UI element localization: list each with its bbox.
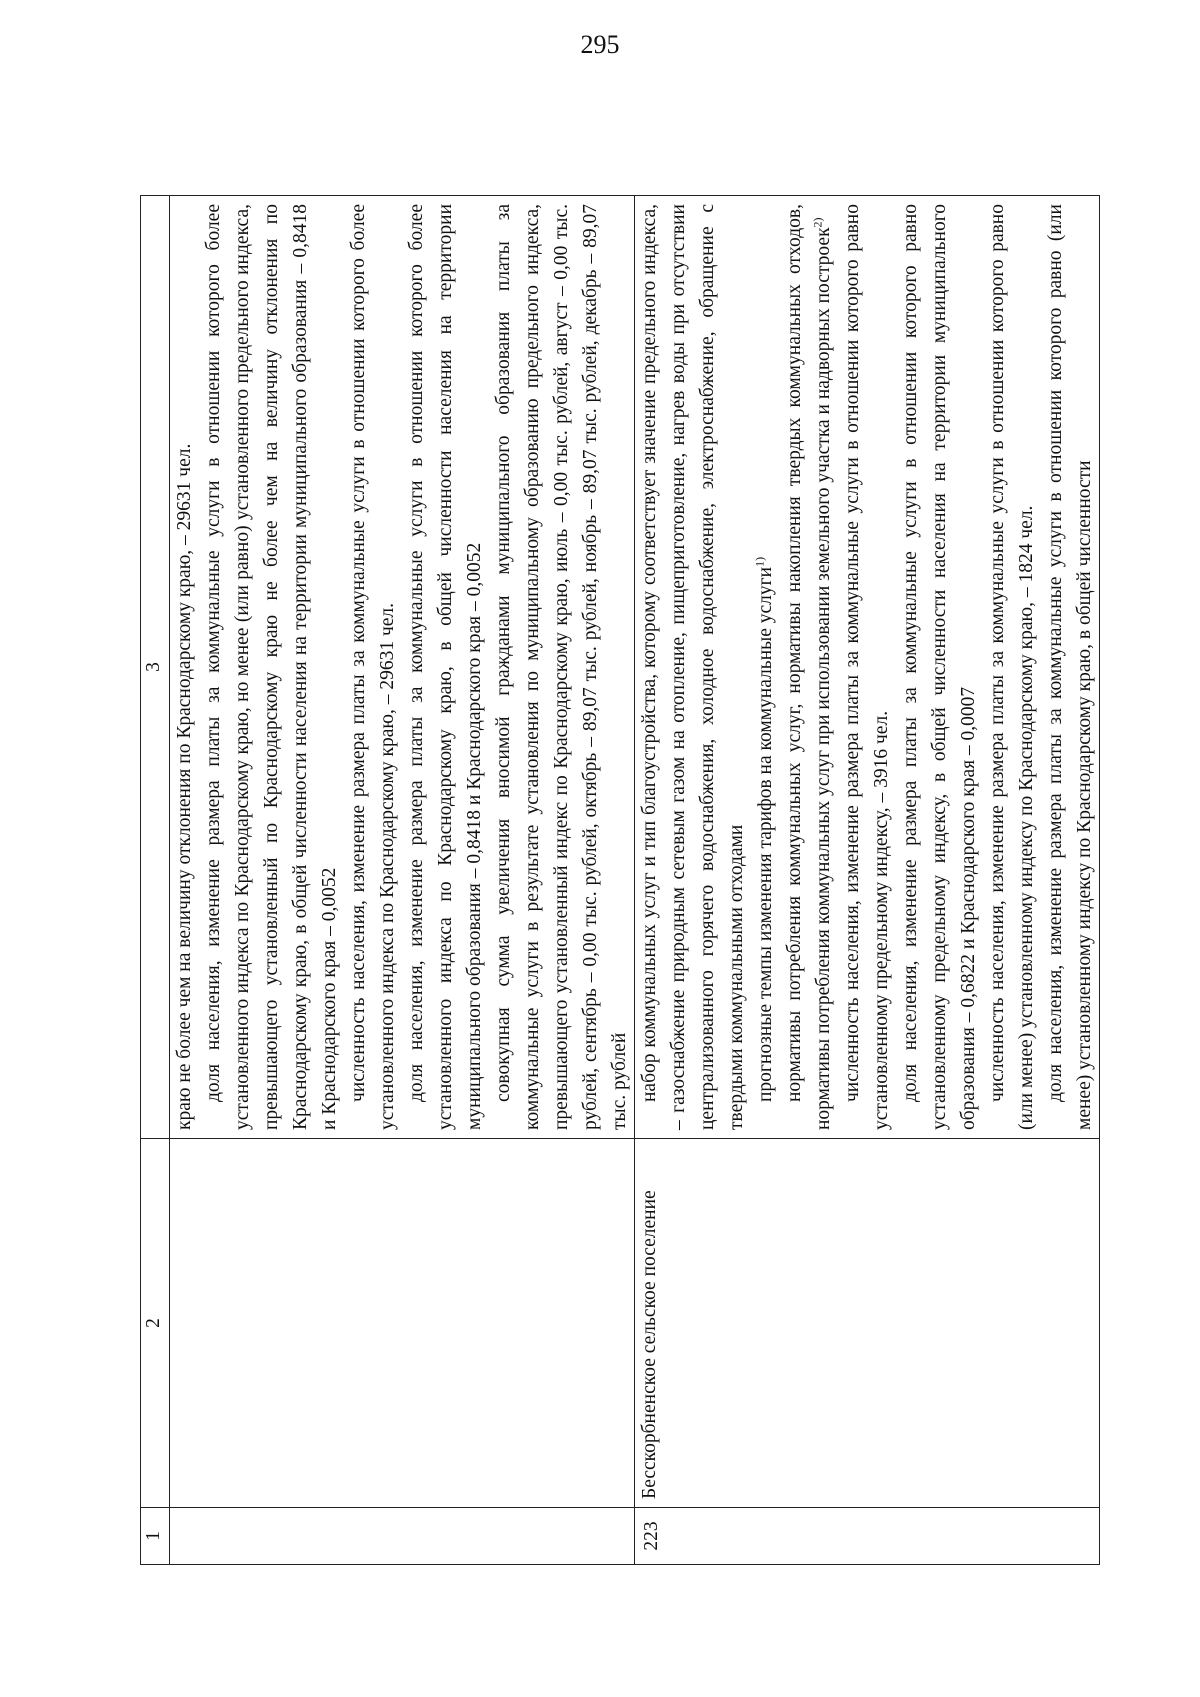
paragraph: доля населения, изменение размера платы за коммунальные услуги в отношении которого равно (или менее) установленному индексу по Краснодарскому краю, в общей численности: [1045, 204, 1095, 1130]
header-col-1: 1: [141, 1508, 170, 1565]
row-description: [170, 196, 635, 1139]
header-col-2: 2: [141, 1139, 170, 1508]
paragraph: численность населения, изменение размера платы за коммунальные услуги в отношении которого более установленного индекса по Краснодарскому краю, – 29631 чел.: [348, 204, 398, 1130]
paragraph-text: прогнозные темпы изменения тарифов на коммунальные услуги: [755, 566, 776, 1102]
table-row: [635, 196, 1100, 1565]
paragraph: [780, 204, 838, 1130]
rotated-table-container: [140, 195, 1095, 1565]
paragraph: [751, 204, 780, 1130]
table-header-row: [141, 196, 170, 1565]
paragraph-text: нормативы потребления коммунальных услуг, нормативы накопления твердых коммунальных отходов, нормативы потребления коммунальных услуг при использовании земельного участка и надворных построек: [784, 204, 834, 1130]
paragraph: набор коммунальных услуг и тип благоустройства, которому соответствует значение предельного индекса, – газоснабжение природным сетевым газом на отопление, пищеприготовление, нагрев воды при отсутствии централизованного горячего водоснабжения, холодное водоснабжение, электроснабжение, обращение с твердыми коммунальными отходами: [639, 204, 747, 1130]
paragraph: численность населения, изменение размера платы за коммунальные услуги в отношении которого равно установленному предельному индексу, – 3916 чел.: [842, 204, 892, 1130]
header-col-3: 3: [141, 196, 170, 1139]
data-table: [140, 195, 1100, 1565]
row-description: [635, 196, 1100, 1139]
paragraph: доля населения, изменение размера платы за коммунальные услуги в отношении которого более установленного индекса по Краснодарскому краю, в общей численности населения на территории муниципального образования – 0,8418 и Краснодарского края – 0,0052: [406, 204, 485, 1130]
footnote-mark: 2): [810, 217, 825, 228]
row-name: Бесскорбненское сельское поселение: [635, 1139, 1100, 1508]
row-number: [170, 1508, 635, 1565]
footnote-mark: 1): [752, 556, 767, 567]
paragraph: доля населения, изменение размера платы за коммунальные услуги в отношении которого более установленного индекса по Краснодарскому краю, но менее (или равно) установленного предельного индекса, превышающего установленный по Краснодарскому краю не более чем на величину отклонения по Краснодарскому краю, в общей численности населения на территории муниципального образования – 0,8418 и Краснодарского края – 0,0052: [203, 204, 340, 1130]
table-row: [170, 196, 635, 1565]
row-name: [170, 1139, 635, 1508]
row-number: 223: [635, 1508, 1100, 1565]
paragraph: численность населения, изменение размера платы за коммунальные услуги в отношении которого равно (или менее) установленному индексу по Краснодарскому краю, – 1824 чел.: [987, 204, 1037, 1130]
paragraph: доля населения, изменение размера платы за коммунальные услуги в отношении которого равно установленному предельному индексу, в общей численности населения на территории муниципального образования – 0,6822 и Краснодарского края – 0,0007: [900, 204, 979, 1130]
paragraph: краю не более чем на величину отклонения по Краснодарскому краю, – 29631 чел.: [174, 443, 195, 1130]
page-number: 295: [580, 30, 620, 59]
paragraph: совокупная сумма увеличения вносимой гражданами муниципального образования платы за коммунальные услуги в результате установления по муниципальному образованию предельного индекса, превышающего установленный индекс по Краснодарскому краю, июль – 0,00 тыс. рублей, август – 0,00 тыс. рублей, сентябрь – 0,00 тыс. рублей, октябрь – 89,07 тыс. рублей, ноябрь – 89,07 тыс. рублей, декабрь – 89,07 тыс. рублей: [493, 204, 630, 1130]
